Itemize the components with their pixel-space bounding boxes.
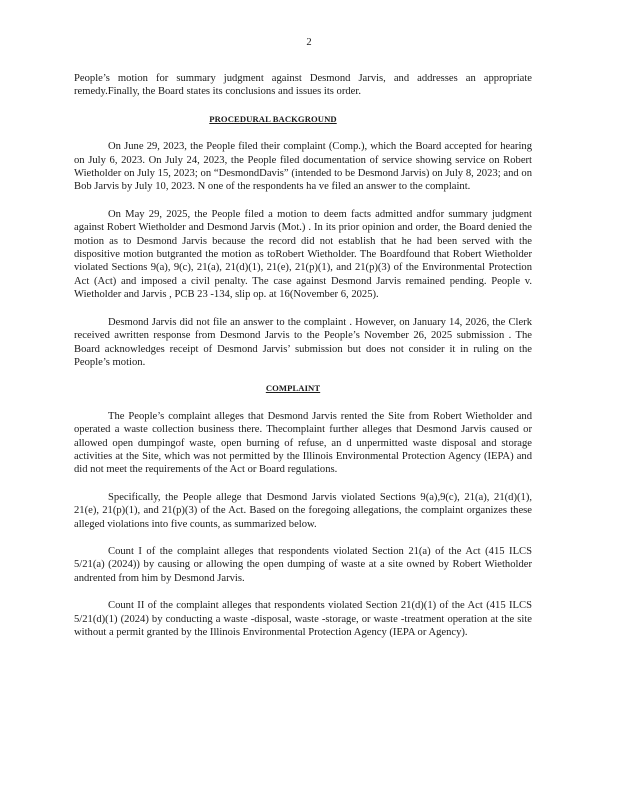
paragraph: Specifically, the People allege that Desmond Jarvis violated Sections 9(a),9(c), 21(a), 21(d)(1), 21(e), 21(p)(1), and 21(p)(3) of the Act. Based on the foregoing allegations, the complaint organizes these alleged violations into five counts, as summarized below. [74,491,532,530]
paragraph: Count I of the complaint alleges that respondents violated Section 21(a) of the Act (415 ILCS 5/21(a) (2024)) by causing or allowing the open dumping of waste at a site owned by Robert Wietholder andrented from him by Desmond Jarvis. [74,545,532,584]
intro-paragraph: People’s motion for summary judgment against Desmond Jarvis, and addresses an appropriate remedy.Finally, the Board states its conclusions and issues its order. [74,73,532,98]
paragraph: On May 29, 2025, the People filed a motion to deem facts admitted andfor summary judgment against Robert Wietholder and Desmond Jarvis (Mot.) . In its prior opinion and order, the Board denied the motion as to Desmond Jarvis because the record did not establish that he had been served with the dispositive motion butgranted the motion as toRobert Wietholder. The Boardfound that Robert Wietholder violated Sections 9(a), 9(c), 21(a), 21(d)(1), 21(e), 21(p)(1), and 21(p)(3) of the Environmental Protection Act (Act) and imposed a civil penalty. The case against Desmond Jarvis remained pending. People v. Wietholder and Jarvis , PCB 23 -134, slip op. at 16(November 6, 2025). [74,208,532,301]
paragraph: The People’s complaint alleges that Desmond Jarvis rented the Site from Robert Wietholder and operated a waste collection business there. Thecomplaint further alleges that Desmond Jarvis caused or allowed open dumpingof waste, open burning of refuse, an d unpermitted waste disposal and storage activities at the Site, which was not permitted by the Illinois Environmental Protection Agency (IEPA) and did not meet the requirements of the Act or Board regulations. [74,410,532,476]
page-number: 2 [306,37,312,48]
section-heading-wrap [74,382,532,395]
paragraph: On June 29, 2023, the People filed their complaint (Comp.), which the Board accepted for hearing on July 6, 2023. On July 24, 2023, the People filed documentation of service showing service on Robert Wietholder on July 15, 2023; on “DesmondDavis” (intended to be Desmond Jarvis) on July 8, 2023; and on Bob Jarvis by July 10, 2023. N one of the respondents ha ve filed an answer to the complaint. [74,141,532,193]
section-heading-wrap [74,113,532,126]
document-body [74,72,532,639]
section-heading-procedural-background: PROCEDURAL BACKGROUND [209,113,337,124]
paragraph: Desmond Jarvis did not file an answer to the complaint . However, on January 14, 2026, the Clerk received awritten response from Desmond Jarvis to the People’s November 26, 2025 submission . The Board acknowledges receipt of Desmond Jarvis’ submission but does not consider it in ruling on the People’s motion. [74,316,532,368]
paragraph: Count II of the complaint alleges that respondents violated Section 21(d)(1) of the Act (415 ILCS 5/21(d)(1) (2024) by conducting a waste -disposal, waste -storage, or waste -treatment operation at the site without a permit granted by the Illinois Environmental Protection Agency (IEPA or Agency). [74,600,532,638]
section-heading-complaint: COMPLAINT [265,383,321,394]
